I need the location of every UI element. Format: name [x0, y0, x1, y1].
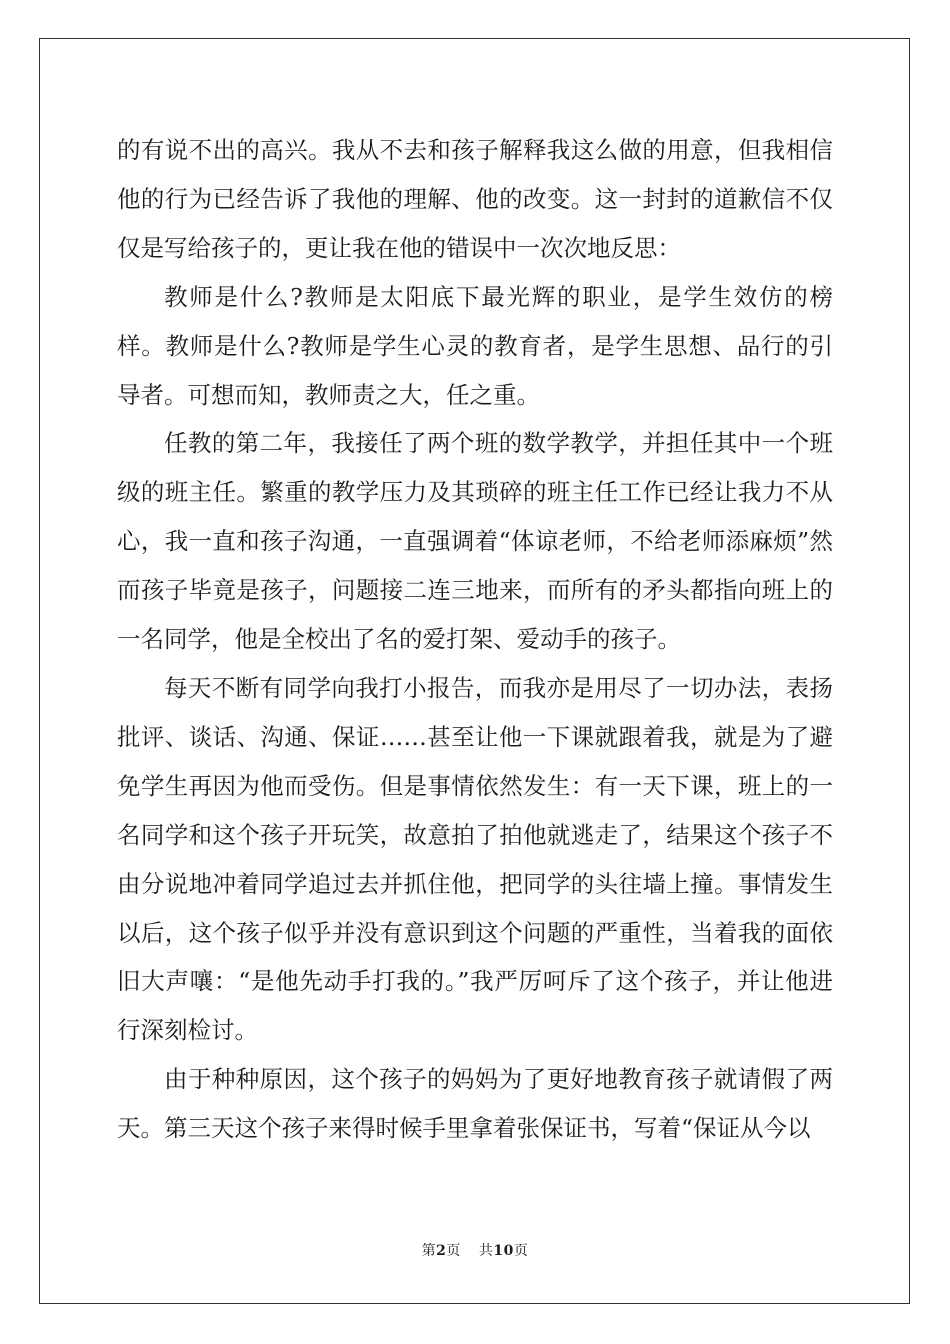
page-footer — [0, 1240, 950, 1260]
paragraph-2: 教师是什么?教师是太阳底下最光辉的职业，是学生效仿的榜样。教师是什么?教师是学生心灵的教育者，是学生思想、品行的引导者。可想而知，教师责之大，任之重。 — [117, 282, 833, 409]
paragraph-3: 任教的第二年，我接任了两个班的数学教学，并担任其中一个班级的班主任。繁重的教学压力及其琐碎的班主任工作已经让我力不从心，我一直和孩子沟通，一直强调着“体谅老师，不给老师添麻烦”然而孩子毕竟是孩子，问题接二连三地来，而所有的矛头都指向班上的一名同学，他是全校出了名的爱打架、爱动手的孩子。 — [117, 429, 833, 654]
paragraph-1: 的有说不出的高兴。我从不去和孩子解释我这么做的用意，但我相信他的行为已经告诉了我他的理解、他的改变。这一封封的道歉信不仅仅是写给孩子的，更让我在他的错误中一次次地反思： — [117, 136, 833, 262]
document-body — [117, 126, 833, 1153]
page-number: 2 — [436, 1243, 447, 1259]
paragraph-4: 每天不断有同学向我打小报告，而我亦是用尽了一切办法，表扬批评、谈话、沟通、保证……甚至让他一下课就跟着我，就是为了避免学生再因为他而受伤。但是事情依然发生：有一天下课，班上的一名同学和这个孩子开玩笑，故意拍了拍他就逃走了，结果这个孩子不由分说地冲着同学追过去并抓住他，把同学的头往墙上撞。事情发生以后，这个孩子似乎并没有意识到这个问题的严重性，当着我的面依旧大声嚷：“是他先动手打我的。”我严厉呵斥了这个孩子，并让他进行深刻检讨。 — [117, 673, 833, 1045]
page-suffix: 页 — [446, 1243, 461, 1259]
total-prefix: 共 — [478, 1243, 494, 1259]
total-suffix: 页 — [513, 1243, 529, 1259]
page-prefix: 第 — [421, 1243, 437, 1259]
paragraph-5: 由于种种原因，这个孩子的妈妈为了更好地教育孩子就请假了两天。第三天这个孩子来得时候手里拿着张保证书，写着“保证从今以 — [117, 1065, 833, 1143]
total-pages: 10 — [493, 1243, 514, 1259]
